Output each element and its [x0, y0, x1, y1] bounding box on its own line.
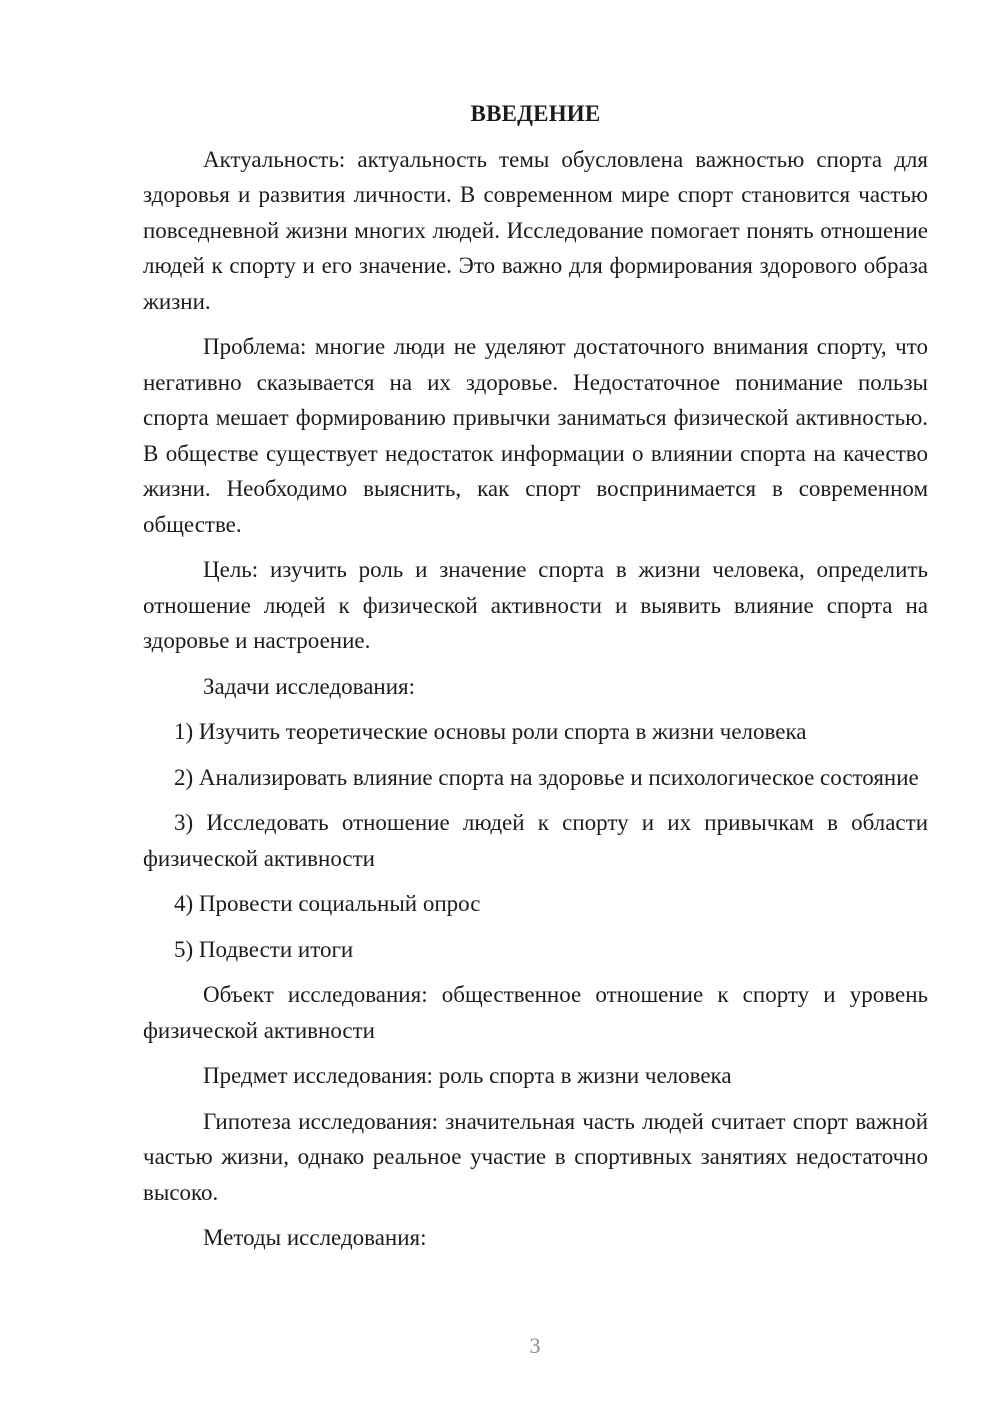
hypothesis-paragraph: Гипотеза исследования: значительная часть людей считает спорт важной частью жизни, однако реальное участие в спортивных занятиях недостаточно высоко.: [143, 1108, 928, 1205]
task-item: 2) Анализировать влияние спорта на здоровье и психологическое состояние: [174, 764, 919, 790]
task-item: 1) Изучить теоретические основы роли спорта в жизни человека: [174, 719, 807, 744]
methods-heading: Методы исследования:: [203, 1225, 427, 1250]
task-item: 4) Провести социальный опрос: [174, 891, 481, 916]
section-title: ВВЕДЕНИЕ: [470, 101, 601, 126]
object-paragraph: Объект исследования: общественное отношение к спорту и уровень физической активности: [143, 982, 928, 1043]
problem-paragraph: Проблема: многие люди не уделяют достаточного внимания спорту, что негативно сказывается на их здоровье. Недостаточное понимание пользы спорта мешает формированию привычки заниматься физической активностью. В обществе существует недостаток информации о влиянии спорта на качество жизни. Необходимо выяснить, как спорт воспринимается в современном обществе.: [143, 334, 928, 537]
goal-paragraph: Цель: изучить роль и значение спорта в жизни человека, определить отношение людей к физической активности и выявить влияние спорта на здоровье и настроение.: [143, 557, 928, 653]
subject-paragraph: Предмет исследования: роль спорта в жизни человека: [203, 1063, 732, 1088]
tasks-heading: Задачи исследования:: [203, 673, 416, 699]
task-item: 3) Исследовать отношение людей к спорту и их привычкам в области физической активности: [143, 810, 928, 871]
relevance-paragraph: Актуальность: актуальность темы обусловлена важностью спорта для здоровья и развития личности. В современном мире спорт становится частью повседневной жизни многих людей. Исследование помогает понять отношение людей к спорту и его значение. Это важно для формирования здорового образа жизни.: [143, 146, 928, 314]
task-item: 5) Подвести итоги: [174, 936, 354, 962]
document-page: [143, 96, 928, 1266]
page-number: 3: [529, 1333, 541, 1358]
